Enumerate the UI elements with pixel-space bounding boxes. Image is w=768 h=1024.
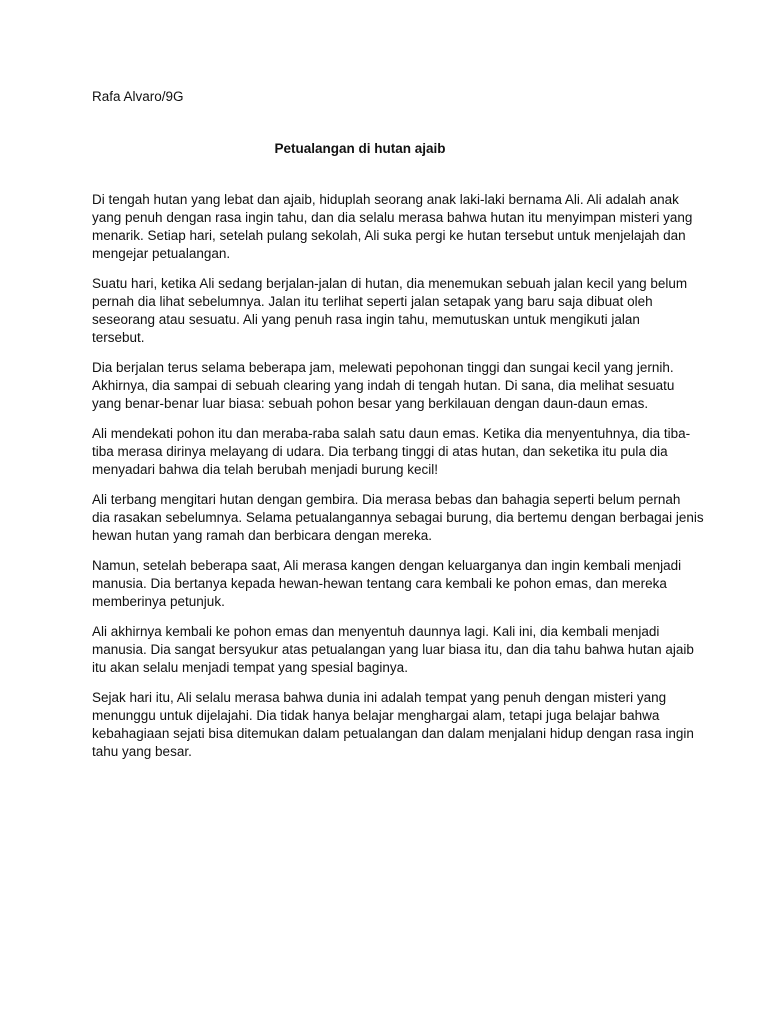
paragraph	[92, 623, 694, 677]
paragraph-line: hewan hutan yang ramah dan berbicara dengan mereka.	[92, 528, 432, 543]
paragraph-line: manusia. Dia bertanya kepada hewan-hewan tentang cara kembali ke pohon emas, dan mereka	[92, 576, 667, 591]
paragraph	[92, 689, 694, 761]
paragraph-line: tersebut.	[92, 330, 145, 345]
story-body	[92, 191, 704, 773]
paragraph-line: menarik. Setiap hari, setelah pulang sekolah, Ali suka pergi ke hutan tersebut untuk menjelajah dan	[92, 228, 686, 243]
paragraph-line: manusia. Dia sangat bersyukur atas petualangan yang luar biasa itu, dan dia tahu bahwa hutan ajaib	[92, 642, 694, 657]
paragraph	[92, 359, 682, 413]
paragraph-line: seseorang atau sesuatu. Ali yang penuh rasa ingin tahu, memutuskan untuk mengikuti jalan	[92, 312, 640, 327]
paragraph-line: mengejar petualangan.	[92, 246, 231, 261]
paragraph-line: menyadari bahwa dia telah berubah menjadi burung kecil!	[92, 462, 438, 477]
paragraph-line: Namun, setelah beberapa saat, Ali merasa kangen dengan keluarganya dan ingin kembali menjadi	[92, 558, 682, 573]
paragraph	[92, 557, 682, 611]
paragraph	[92, 275, 688, 347]
paragraph-line: Suatu hari, ketika Ali sedang berjalan-jalan di hutan, dia menemukan sebuah jalan kecil yang belum	[92, 276, 688, 291]
paragraph-line: memberinya petunjuk.	[92, 594, 225, 609]
paragraph	[92, 425, 691, 479]
paragraph-line: tahu yang besar.	[92, 744, 192, 759]
paragraph	[92, 491, 704, 545]
paragraph-line: dia rasakan sebelumnya. Selama petualangannya sebagai burung, dia bertemu dengan berbagai jenis	[92, 510, 704, 525]
paragraph-line: Akhirnya, dia sampai di sebuah clearing yang indah di tengah hutan. Di sana, dia melihat sesuatu	[92, 378, 675, 393]
paragraph-line: yang penuh dengan rasa ingin tahu, dan dia selalu merasa bahwa hutan itu menyimpan misteri yang	[92, 210, 693, 225]
paragraph-line: menunggu untuk dijelajahi. Dia tidak hanya belajar menghargai alam, tetapi juga belajar bahwa	[92, 708, 660, 723]
paragraph-line: Sejak hari itu, Ali selalu merasa bahwa dunia ini adalah tempat yang penuh dengan misteri yang	[92, 690, 667, 705]
paragraph-line: yang benar-benar luar biasa: sebuah pohon besar yang berkilauan dengan daun-daun emas.	[92, 396, 649, 411]
paragraph-line: Dia berjalan terus selama beberapa jam, melewati pepohonan tinggi dan sungai kecil yang jernih.	[92, 360, 674, 375]
paragraph-line: Ali terbang mengitari hutan dengan gembira. Dia merasa bebas dan bahagia seperti belum pernah	[92, 492, 681, 507]
paragraph-line: Ali mendekati pohon itu dan meraba-raba salah satu daun emas. Ketika dia menyentuhnya, dia tiba-	[92, 426, 691, 441]
paragraph-line: Di tengah hutan yang lebat dan ajaib, hiduplah seorang anak laki-laki bernama Ali. Ali adalah anak	[92, 192, 679, 207]
paragraph-line: Ali akhirnya kembali ke pohon emas dan menyentuh daunnya lagi. Kali ini, dia kembali menjadi	[92, 624, 660, 639]
paragraph-line: tiba merasa dirinya melayang di udara. Dia terbang tinggi di atas hutan, dan seketika itu pula dia	[92, 444, 668, 459]
document-title: Petualangan di hutan ajaib	[274, 141, 446, 156]
paragraph-line: pernah dia lihat sebelumnya. Jalan itu terlihat seperti jalan setapak yang baru saja dibuat oleh	[92, 294, 653, 309]
paragraph-line: kebahagiaan sejati bisa ditemukan dalam petualangan dan dalam menjalani hidup dengan rasa ingin	[92, 726, 694, 741]
author-line: Rafa Alvaro/9G	[92, 89, 184, 104]
paragraph	[92, 191, 693, 263]
paragraph-line: itu akan selalu menjadi tempat yang spesial baginya.	[92, 660, 408, 675]
